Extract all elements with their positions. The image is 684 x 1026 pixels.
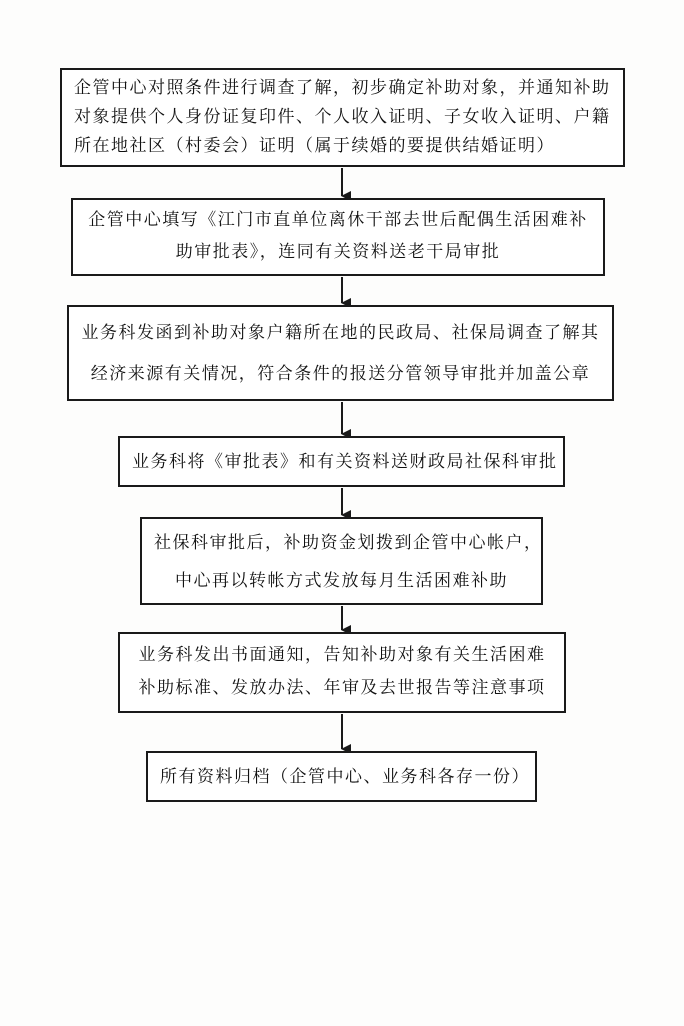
step-3-line-2: 经济来源有关情况，符合条件的报送分管领导审批并加盖公章: [90, 364, 591, 384]
step-3-line-1: 业务科发函到补助对象户籍所在地的民政局、社保局调查了解其: [81, 323, 600, 343]
step-6-line-1: 业务科发出书面通知，告知补助对象有关生活困难: [138, 645, 546, 665]
step-5-box: [140, 517, 543, 605]
step-1-box: [60, 68, 625, 167]
step-7-line-1: 所有资料归档（企管中心、业务科各存一份）: [160, 767, 530, 787]
step-1-line-3: 所在地社区（村委会）证明（属于续婚的要提供结婚证明）: [74, 136, 555, 156]
step-6-box: [118, 632, 566, 713]
step-4-line-1: 业务科将《审批表》和有关资料送财政局社保科审批: [132, 452, 558, 472]
step-2-line-1: 企管中心填写《江门市直单位离休干部去世后配偶生活困难补: [88, 210, 588, 230]
step-6-line-2: 补助标准、发放办法、年审及去世报告等注意事项: [138, 678, 546, 698]
step-3-box: [67, 305, 614, 401]
step-7-box: [146, 751, 537, 802]
step-4-box: [118, 436, 565, 487]
step-1-line-1: 企管中心对照条件进行调查了解，初步确定补助对象，并通知补助: [74, 78, 611, 98]
step-5-line-1: 社保科审批后，补助资金划拨到企管中心帐户，: [154, 533, 543, 553]
step-5-line-2: 中心再以转帐方式发放每月生活困难补助: [175, 571, 508, 591]
step-1-line-2: 对象提供个人身份证复印件、个人收入证明、子女收入证明、户籍: [74, 107, 611, 127]
step-2-box: [71, 198, 605, 276]
step-2-line-2: 助审批表》，连同有关资料送老干局审批: [175, 242, 501, 262]
